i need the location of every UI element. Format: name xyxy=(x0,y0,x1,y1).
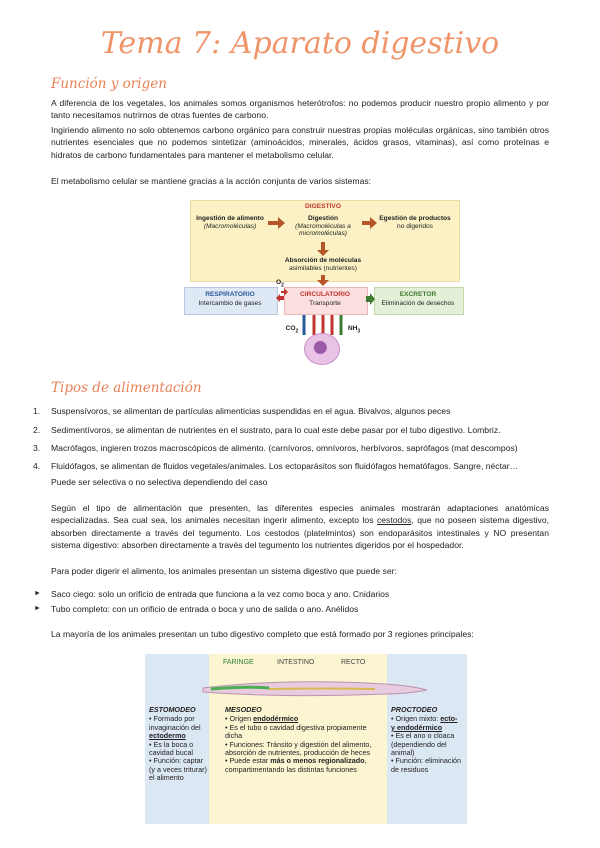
digestive-tube-diagram xyxy=(145,654,467,824)
list-item xyxy=(33,460,551,472)
proctodeo-title: PROCTODEO xyxy=(391,705,438,714)
list-item-note: Puede ser selectiva o no selectiva dependiendo del caso xyxy=(51,477,268,487)
cell-illustration xyxy=(304,333,340,365)
list-item xyxy=(33,442,551,454)
absorcion-title: Absorción de moléculas xyxy=(284,257,362,264)
ectodermo-term: ectodermo xyxy=(149,731,186,741)
arrow-digestion-egestion xyxy=(362,217,377,229)
faringe-label: FARINGE xyxy=(223,659,254,666)
arrow-o2 xyxy=(281,288,288,296)
bullet-icon: ► xyxy=(34,590,41,597)
circulatorio-title: CIRCULATORIO xyxy=(300,291,350,298)
respiratorio-title: RESPIRATORIO xyxy=(205,291,255,298)
list-text: Suspensívoros, se alimentan de partículas alimenticias suspendidas en el agua. Bivalvos, algunos peces xyxy=(51,406,451,416)
list-number: 1. xyxy=(33,406,41,416)
bullet-icon: ► xyxy=(34,605,41,612)
bullet-item: ► Tubo completo: con un orificio de entrada o boca y uno de salida o ano. Anélidos xyxy=(34,604,359,614)
estomodeo-section: ESTOMODEO • Formado por invaginación del ectodermo • Es la boca o cavidad bucal • Función: captar (y a veces triturar) el alimento xyxy=(149,705,207,783)
excretor-sub: Eliminación de desechos xyxy=(381,300,455,307)
list-number: 4. xyxy=(33,461,41,471)
co2-label: $CO_2$ xyxy=(285,325,299,335)
intestino-label: INTESTINO xyxy=(277,659,315,666)
list-text: Sedimentívoros, se alimentan de nutrientes en el sustrato, para lo cual este debe pasar por el tubo digestivo. Lombriz. xyxy=(51,425,501,435)
arrow-ingestion-digestion xyxy=(268,217,285,229)
ecto-endodermico-term: ecto- y endodérmico xyxy=(391,714,458,732)
arrow-resp-circ xyxy=(276,294,284,302)
arrow-digestion-absorcion xyxy=(317,242,329,256)
mesodeo-section: MESODEO • Origen endodérmico • Es el tubo o cavidad digestiva propiamente dicha • Funciones: Tránsito y digestión del alimento, absorción de nutrientes, producción de heces • Puede estar más o menos regionalizado, compartimentando las distintas funciones xyxy=(225,706,381,774)
digestion-sub: (Macromoléculas a micromoléculas) xyxy=(295,222,351,238)
list-number: 2. xyxy=(33,425,41,435)
estomodeo-title: ESTOMODEO xyxy=(149,705,196,714)
digestion-title: Digestión xyxy=(307,215,339,222)
nh3-label: $NH_3$ xyxy=(347,325,361,335)
paragraph-digerir: Para poder digerir el alimento, los animales presentan un sistema digestivo que puede ser: xyxy=(51,566,397,576)
bullet-item: ► Saco ciego: solo un orificio de entrada que funciona a la vez como boca y ano. Cnidarios xyxy=(34,589,390,599)
endodermico-term: endodérmico xyxy=(253,714,299,724)
paragraph-heterotrofos: A diferencia de los vegetales, los animales somos organismos heterótrofos: no podemos producir nuestro propio alimento y por tanto necesitamos nutrirnos de otras fuentes de carbono. xyxy=(51,98,549,121)
section-heading-funcion: Función y origen xyxy=(51,76,167,92)
list-text: Fluidófagos, se alimentan de fluidos vegetales/animales. Los ectoparásitos son fluidófagos hematófagos. Sangre, néctar… xyxy=(51,461,519,471)
absorcion-sub: asimilables (nutrientes) xyxy=(289,264,357,272)
paragraph-tubo-completo: La mayoría de los animales presentan un tubo digestivo completo que está formado por 3 regiones principales: xyxy=(51,629,474,639)
mesodeo-title: MESODEO xyxy=(225,705,262,714)
egestion-title: Egestión de productos xyxy=(379,215,451,222)
ingestion-title: Ingestión de alimento xyxy=(196,215,264,222)
digestivo-label: DIGESTIVO xyxy=(305,203,341,210)
section-heading-tipos: Tipos de alimentación xyxy=(51,380,202,396)
page-title: Tema 7: Aparato digestivo xyxy=(100,26,500,61)
recto-label: RECTO xyxy=(341,659,366,666)
proctodeo-section: PROCTODEO • Origen mixto: ecto- y endodérmico • Es el ano o cloaca (dependiendo del animal) • Función: eliminación de residuos xyxy=(391,705,462,774)
paragraph-adaptaciones: Según el tipo de alimentación que presenten, las diferentes especies animales mostrarán adaptaciones anatómicas especializadas. Sea cual sea, los animales necesitan ingerir alimento, excepto los cestodos, que no poseen sistema digestivo, absorben directamente a través del tegumento. Los cestodos (platelmintos) son endoparásitos intestinales y NO presentan sistema digestivo: absorben directamente a través del tegumento los nutrientes digeridos por el hospedador. xyxy=(51,503,549,551)
list-text: Macrófagos, ingieren trozos macroscópicos de alimento. (carnívoros, omnívoros, herbívoros, saprófagos (mat descompos) xyxy=(51,443,518,453)
paragraph-nutrientes: Ingiriendo alimento no solo obtenemos carbono orgánico para construir nuestras propias moléculas orgánicas, sino también otros nutrientes esenciales que no podemos sintetizar (aminoácidos, minerales, ácidos grasos, vitaminas), así como proteínas e hidratos de carbono fundamentales para mantener el metabolismo celular. xyxy=(51,125,549,160)
list-number: 3. xyxy=(33,443,41,453)
arrow-circ-excr xyxy=(366,293,375,305)
paragraph-metabolismo: El metabolismo celular se mantiene gracias a la acción conjunta de varios sistemas: xyxy=(51,176,372,186)
systems-diagram xyxy=(180,195,466,367)
cestodos-term: cestodos xyxy=(376,515,412,526)
circulatorio-sub: Transporte xyxy=(309,300,341,307)
list-item xyxy=(33,424,551,436)
o2-label: $O_2$ xyxy=(276,279,284,289)
respiratorio-sub: Intercambio de gases xyxy=(198,300,262,307)
excretor-title: EXCRETOR xyxy=(399,291,437,298)
egestion-sub: no digeridos xyxy=(397,222,433,230)
arrow-absorcion-circulatorio xyxy=(317,275,329,286)
ingestion-sub: (Macromoléculas) xyxy=(203,222,257,230)
list-item xyxy=(33,405,551,417)
